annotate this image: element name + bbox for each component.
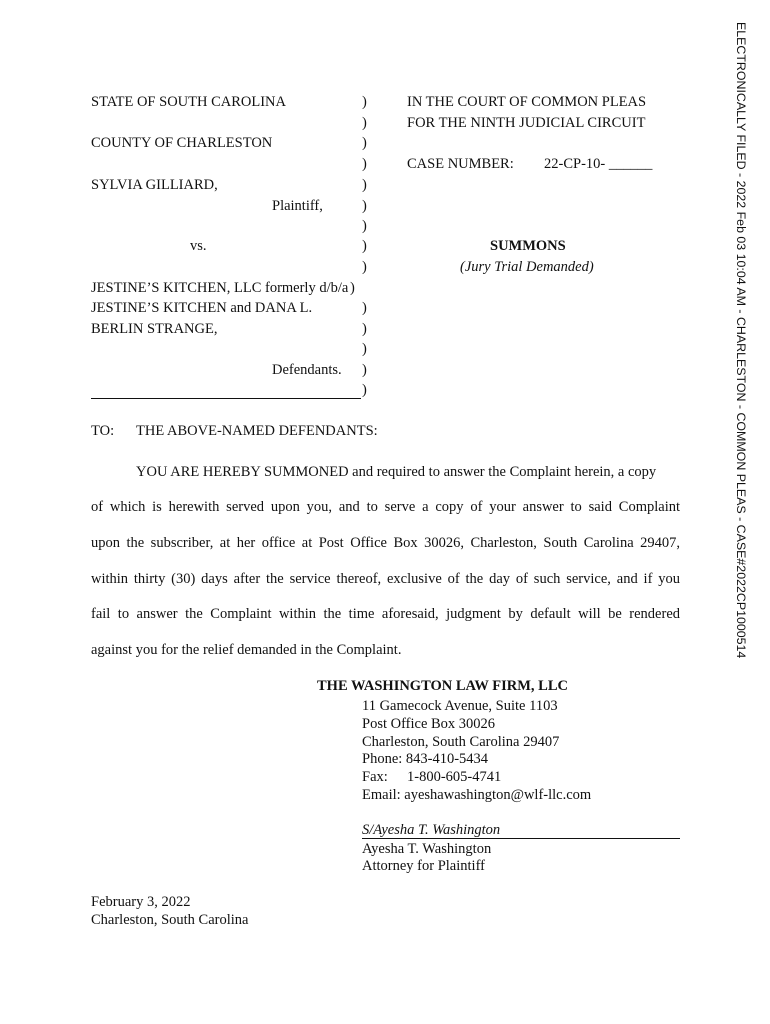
caption-paren: ): [362, 135, 367, 151]
caption-paren: ): [362, 94, 367, 110]
signatory-name: Ayesha T. Washington: [362, 841, 492, 857]
to-value: THE ABOVE-NAMED DEFENDANTS:: [136, 423, 378, 439]
body-line: against you for the relief demanded in the Complaint.: [91, 642, 402, 658]
court-name-line2: FOR THE NINTH JUDICIAL CIRCUIT: [407, 115, 646, 131]
body-line: fail to answer the Complaint within the time aforesaid, judgment by default will be rendered: [91, 606, 680, 622]
firm-address-line3: Charleston, South Carolina 29407: [362, 734, 560, 750]
firm-address-line1: 11 Gamecock Avenue, Suite 1103: [362, 698, 558, 714]
caption-defendant-role: Defendants.: [272, 362, 342, 378]
body-line: YOU ARE HEREBY SUMMONED and required to answer the Complaint herein, a copy: [136, 464, 657, 480]
firm-email: Email: ayeshawashington@wlf-llc.com: [362, 787, 592, 803]
document-title: SUMMONS: [490, 238, 566, 254]
caption-defendant-line2: JESTINE’S KITCHEN and DANA L.: [91, 300, 313, 316]
caption-paren: ): [362, 198, 367, 214]
caption-vs: vs.: [190, 238, 207, 254]
caption-underline: [91, 398, 361, 399]
caption-paren: ): [362, 115, 367, 131]
caption-defendant-line3: BERLIN STRANGE,: [91, 321, 218, 337]
caption-plaintiff-name: SYLVIA GILLIARD,: [91, 177, 218, 193]
signature: S/Ayesha T. Washington: [362, 822, 501, 838]
electronic-filing-stamp: ELECTRONICALLY FILED - 2022 Feb 03 10:04 AM - CHARLESTON - COMMON PLEAS - CASE#2022CP1000514: [734, 22, 748, 659]
document-date: February 3, 2022: [91, 894, 191, 910]
caption-plaintiff-role: Plaintiff,: [272, 198, 323, 214]
firm-fax-value: 1-800-605-4741: [407, 769, 502, 785]
body-line: of which is herewith served upon you, and to serve a copy of your answer to said Complaint: [91, 499, 680, 515]
document-subtitle: (Jury Trial Demanded): [460, 259, 594, 275]
caption-defendant-line1: JESTINE’S KITCHEN, LLC formerly d/b/a: [91, 280, 349, 296]
signature-line: [362, 838, 680, 839]
firm-phone: Phone: 843-410-5434: [362, 751, 489, 767]
signatory-title: Attorney for Plaintiff: [362, 858, 485, 874]
caption-paren: ): [362, 382, 367, 398]
caption-paren: ): [362, 218, 367, 234]
caption-paren: ): [362, 156, 367, 172]
caption-paren: ): [362, 300, 367, 316]
firm-name: THE WASHINGTON LAW FIRM, LLC: [317, 678, 568, 694]
caption-state: STATE OF SOUTH CAROLINA: [91, 94, 286, 110]
caption-paren: ): [362, 321, 367, 337]
document-place: Charleston, South Carolina: [91, 912, 249, 928]
case-number-label: CASE NUMBER:: [407, 156, 514, 172]
caption-paren: ): [362, 238, 367, 254]
caption-county: COUNTY OF CHARLESTON: [91, 135, 273, 151]
body-line: within thirty (30) days after the service thereof, exclusive of the day of such service, and if you: [91, 571, 680, 587]
caption-paren: ): [362, 362, 367, 378]
to-label: TO:: [91, 423, 115, 439]
body-line: upon the subscriber, at her office at Post Office Box 30026, Charleston, South Carolina 29407,: [91, 535, 680, 551]
case-number-value: 22-CP-10- ______: [544, 156, 653, 172]
caption-paren: ): [362, 259, 367, 275]
court-name-line1: IN THE COURT OF COMMON PLEAS: [407, 94, 647, 110]
caption-paren: ): [350, 280, 355, 296]
firm-fax-label: Fax:: [362, 769, 388, 785]
caption-paren: ): [362, 177, 367, 193]
firm-address-line2: Post Office Box 30026: [362, 716, 496, 732]
caption-paren: ): [362, 341, 367, 357]
